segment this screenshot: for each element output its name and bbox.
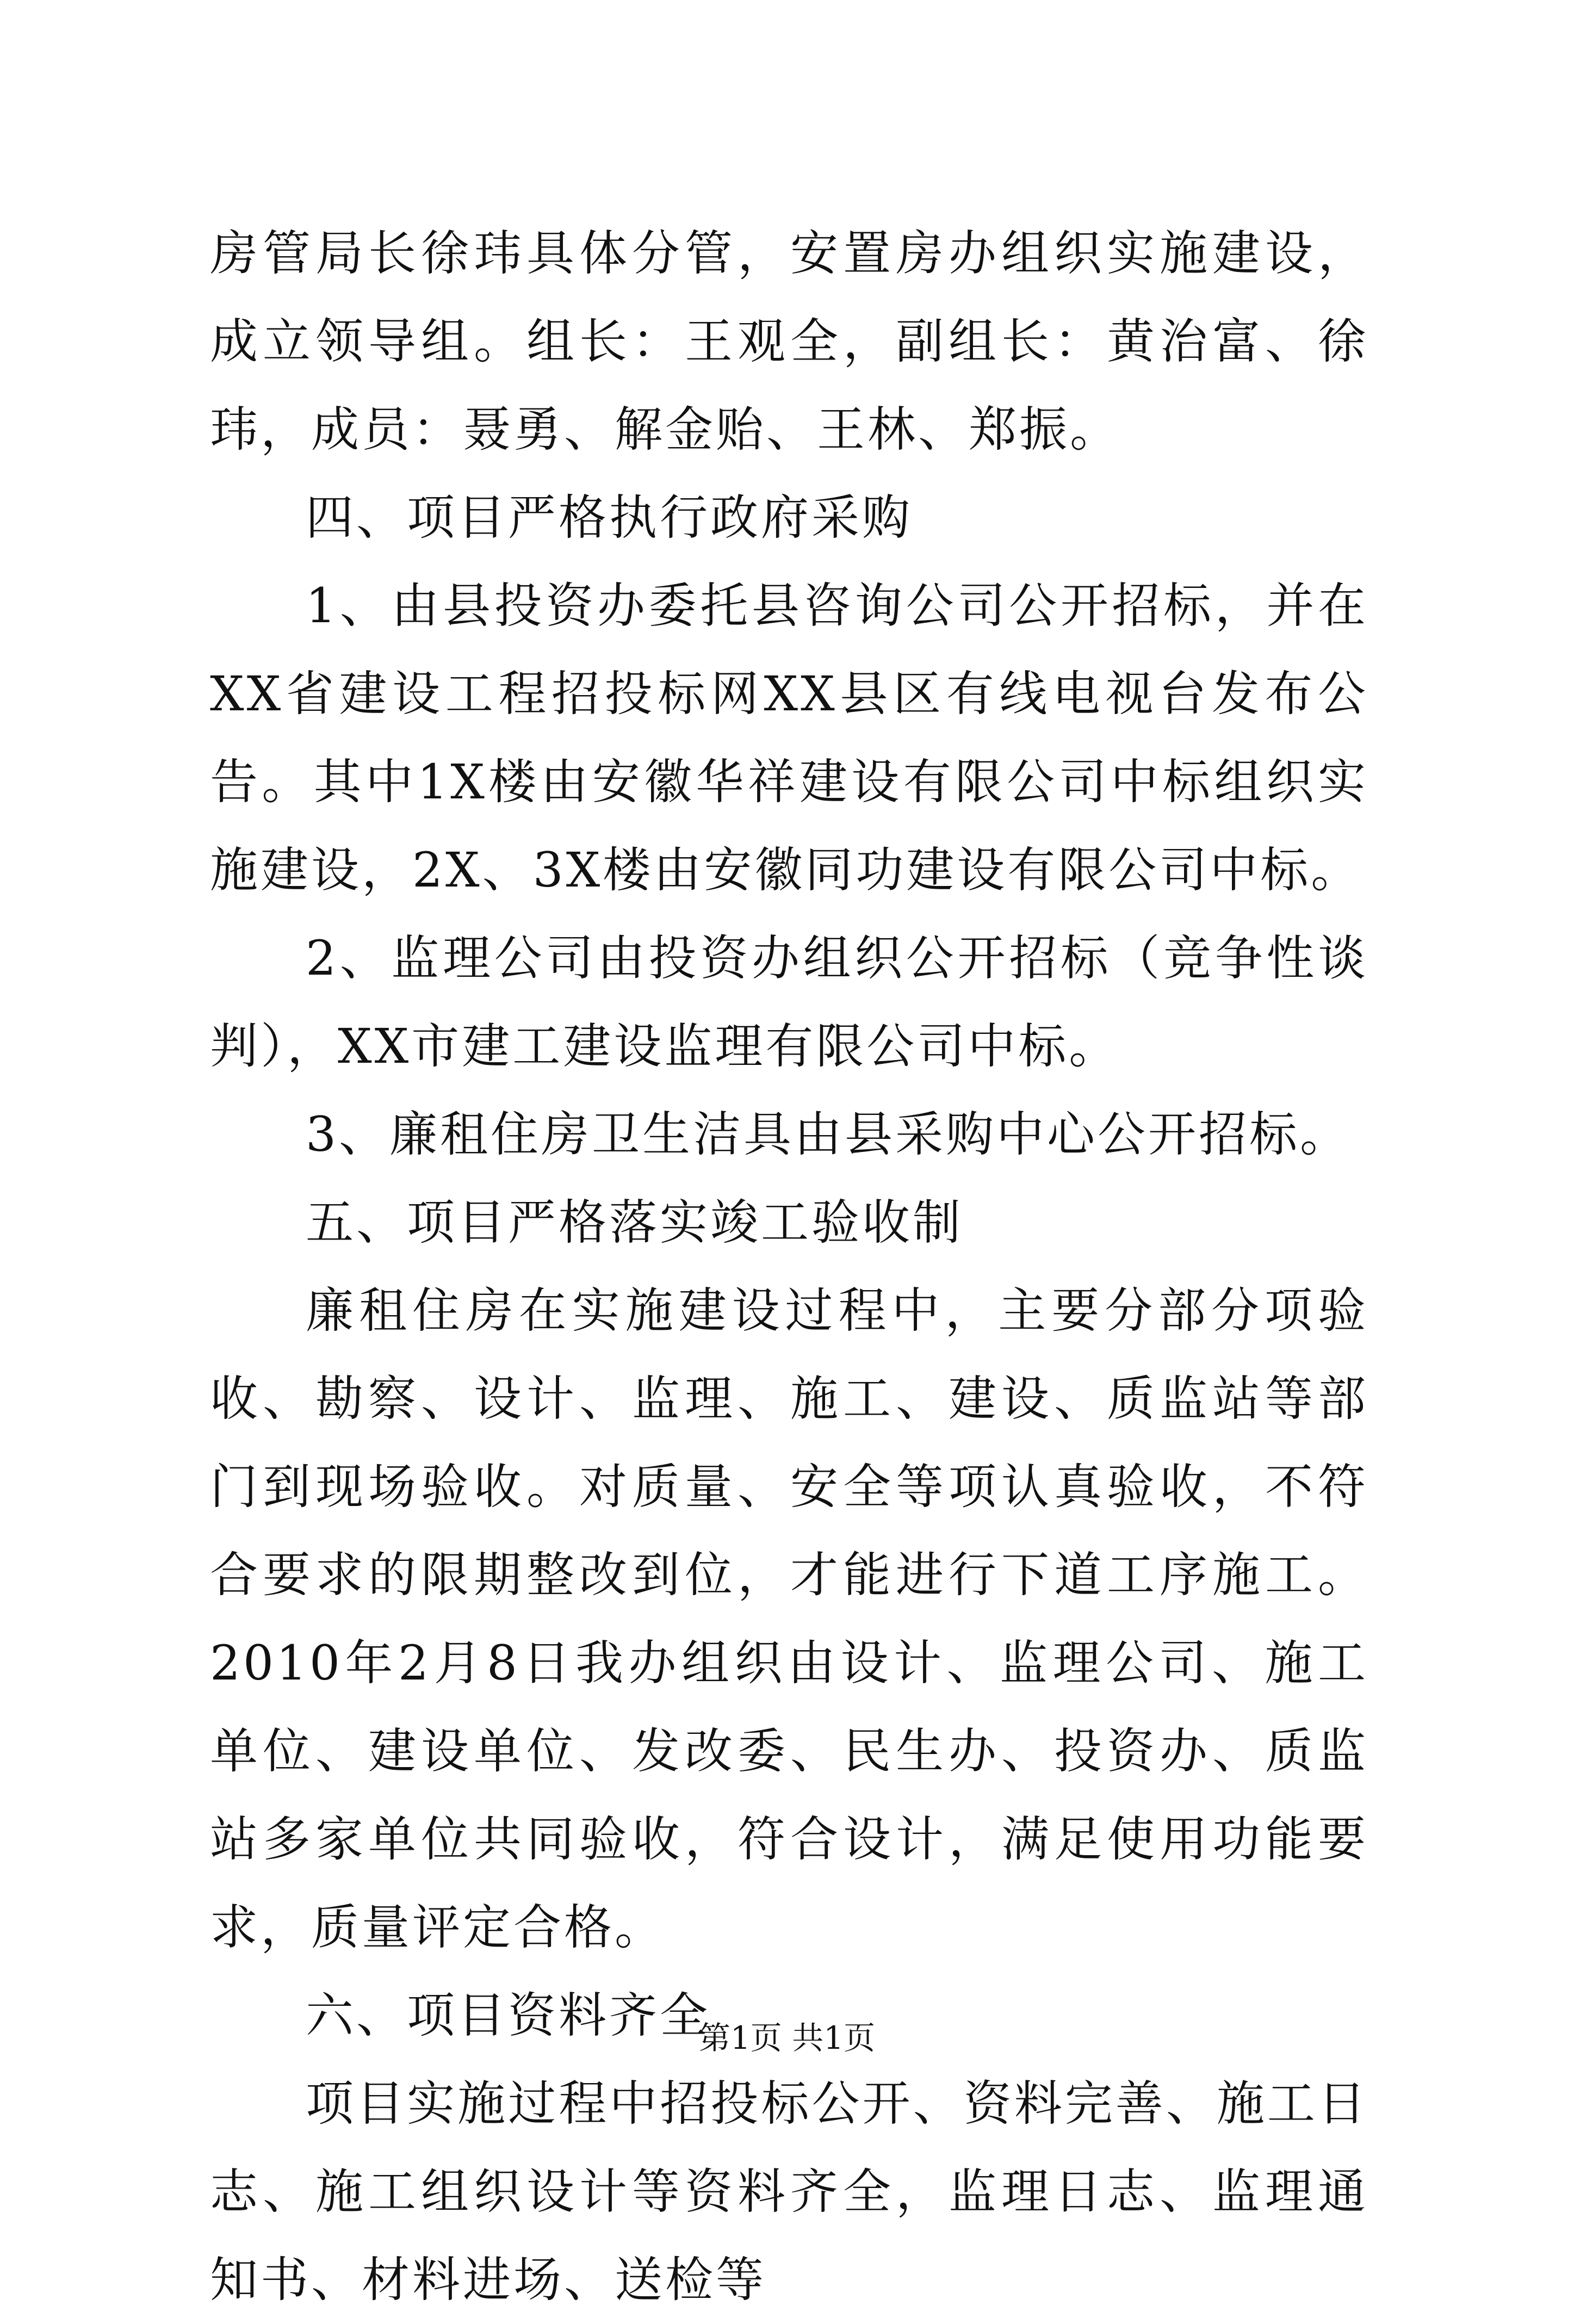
paragraph-item-1: 1、由县投资办委托县咨询公司公开招标，并在XX省建设工程招投标网XX县区有线电视台发布公告。其中1X楼由安徽华祥建设有限公司中标组织实施建设，2X、3X楼由安徽同功建设有限公司中标。 [210, 578, 1368, 898]
paragraph-item-2: 2、监理公司由投资办组织公开招标（竞争性谈判），XX市建工建设监理有限公司中标。 [210, 930, 1368, 1074]
heading-section-5: 五、项目严格落实竣工验收制 [306, 1194, 964, 1250]
paragraph-leadership: 房管局长徐玮具体分管，安置房办组织实施建设，成立领导组。组长：王观全，副组长：黄治富、徐玮，成员：聂勇、解金贻、王林、郑振。 [210, 225, 1368, 457]
heading-section-6: 六、项目资料齐全 [306, 1987, 711, 2043]
paragraph-documents: 项目实施过程中招投标公开、资料完善、施工日志、施工组织设计等资料齐全，监理日志、监理通知书、材料进场、送检等 [210, 2075, 1368, 2308]
page-footer: 第1页 共1页 [698, 2019, 876, 2056]
paragraph-item-3: 3、廉租住房卫生洁具由县采购中心公开招标。 [306, 1106, 1350, 1162]
document-body [210, 209, 1368, 2324]
paragraph-acceptance: 廉租住房在实施建设过程中，主要分部分项验收、勘察、设计、监理、施工、建设、质监站等部门到现场验收。对质量、安全等项认真验收，不符合要求的限期整改到位，才能进行下道工序施工。2010年2月8日我办组织由设计、监理公司、施工单位、建设单位、发改委、民生办、投资办、质监站多家单位共同验收，符合设计，满足使用功能要求，质量评定合格。 [210, 1282, 1368, 1955]
heading-section-4: 四、项目严格执行政府采购 [306, 489, 913, 546]
